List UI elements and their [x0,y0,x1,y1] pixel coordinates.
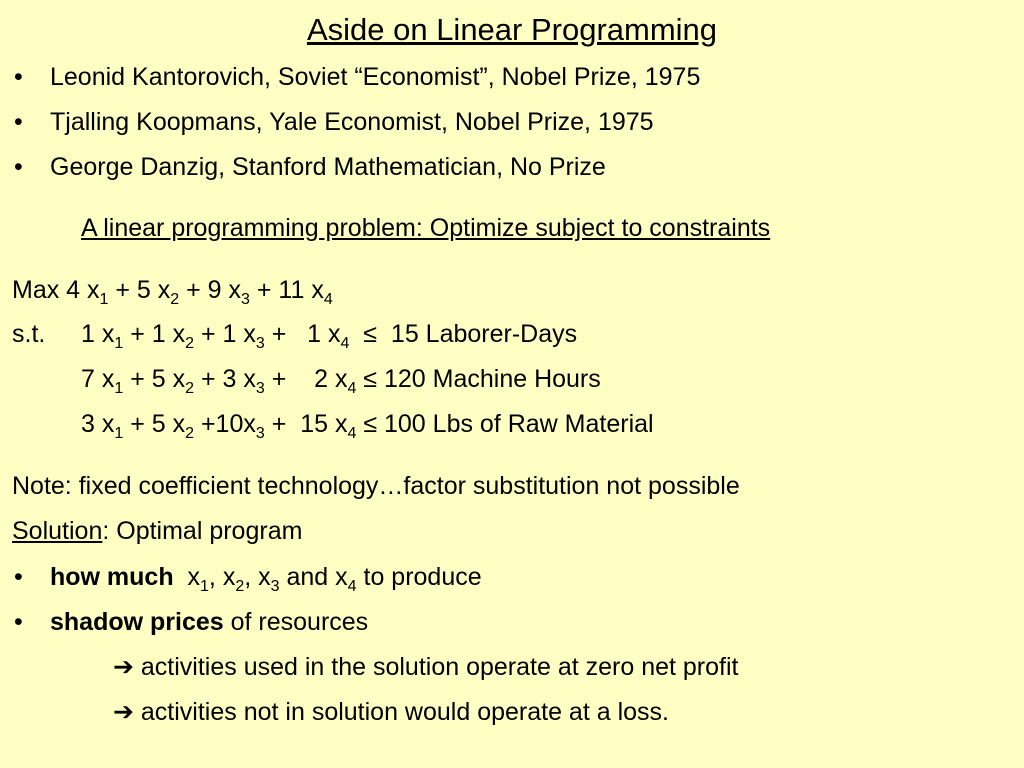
arrow-item: ➔ activities not in solution would operate at a loss. [113,698,669,726]
bullet-text: Tjalling Koopmans, Yale Economist, Nobel Prize, 1975 [50,108,654,136]
note-text: Note: fixed coefficient technology…factor substitution not possible [12,472,740,500]
constraint-row: 1 $x_1 + 1$ $x_2 + 1$ $x_3 + 1$ $x_4 \le 15$ Laborer-Days [81,320,578,352]
constraint-label: s.t. [12,320,46,348]
bullet-text: how much $x_1$, $x_2$, $x_3$ and $x_4$ to produce [50,563,482,595]
arrow-right-icon: ➔ [113,698,134,726]
solution-label: Solution [12,517,103,545]
bullet-text: shadow prices of resources [50,608,369,636]
constraint-row: 7 $x_1 + 5$ $x_2 + 3$ $x_3$ + 2 $x_4 \le 120$ Machine Hours [81,365,601,397]
bullet-marker: • [14,153,23,181]
constraint-row: 3 $x_1 + 5$ $x_2 +10x_3 + 15$ $x_4 \le 100$ Lbs of Raw Material [81,410,654,442]
slide-title: Aside on Linear Programming [306,12,718,47]
bullet-marker: • [14,108,23,136]
bullet-marker: • [14,563,23,591]
bullet-marker: • [14,63,23,91]
arrow-item: ➔ activities used in the solution operate at zero net profit [113,653,739,681]
bullet-text: George Danzig, Stanford Mathematician, No Prize [50,153,606,181]
lp-heading: A linear programming problem: Optimize subject to constraints [81,214,771,242]
objective-function: Max 4 $x_1 + 5$ $x_2 + 9$ $x_3 + 11$ $x_4$ [12,276,333,308]
bullet-marker: • [14,608,23,636]
bullet-text: Leonid Kantorovich, Soviet “Economist”, Nobel Prize, 1975 [50,63,701,91]
arrow-right-icon: ➔ [113,653,134,681]
solution-line: Solution: Optimal program [12,517,303,545]
